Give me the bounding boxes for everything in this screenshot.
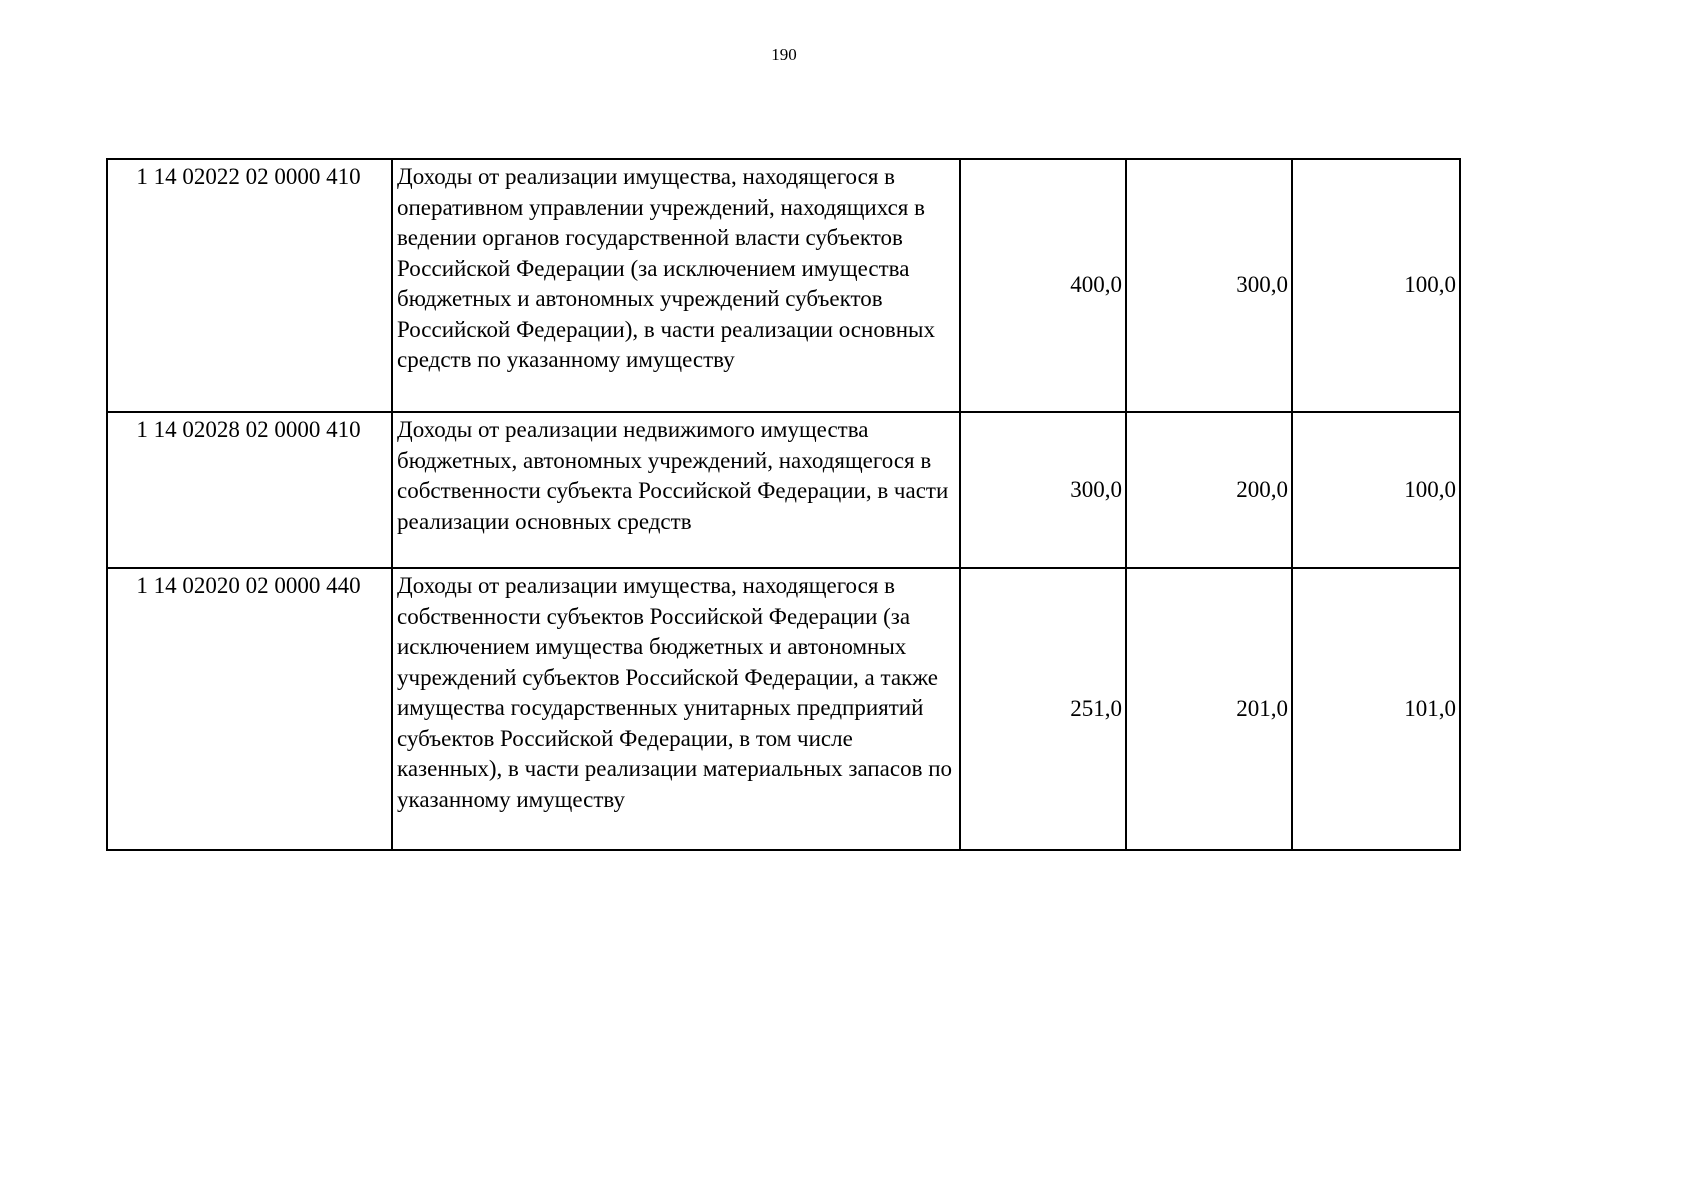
budget-code-cell: 1 14 02028 02 0000 410 [107,412,392,568]
description-cell: Доходы от реализации недвижимого имущества бюджетных, автономных учреждений, находящегося в собственности субъекта Российской Федерации, в части реализации основных средств [392,412,960,568]
table-row [107,412,1460,568]
amount-cell-1: 251,0 [960,568,1126,850]
revenue-table [106,158,1461,851]
amount-cell-3: 100,0 [1292,159,1460,412]
amount-cell-2: 300,0 [1126,159,1292,412]
table-row [107,568,1460,850]
description-cell: Доходы от реализации имущества, находящегося в оперативном управлении учреждений, находящихся в ведении органов государственной власти субъектов Российской Федерации (за исключением имущества бюджетных и автономных учреждений субъектов Российской Федерации), в части реализации основных средств по указанному имуществу [392,159,960,412]
budget-code-cell: 1 14 02020 02 0000 440 [107,568,392,850]
table-row [107,159,1460,412]
budget-code-cell: 1 14 02022 02 0000 410 [107,159,392,412]
amount-cell-1: 300,0 [960,412,1126,568]
amount-cell-3: 100,0 [1292,412,1460,568]
amount-cell-2: 201,0 [1126,568,1292,850]
amount-cell-2: 200,0 [1126,412,1292,568]
description-cell: Доходы от реализации имущества, находящегося в собственности субъектов Российской Федерации (за исключением имущества бюджетных и автономных учреждений субъектов Российской Федерации, а также имущества государственных унитарных предприятий субъектов Российской Федерации, в том числе казенных), в части реализации материальных запасов по указанному имуществу [392,568,960,850]
amount-cell-1: 400,0 [960,159,1126,412]
amount-cell-3: 101,0 [1292,568,1460,850]
page-number: 190 [771,45,797,64]
